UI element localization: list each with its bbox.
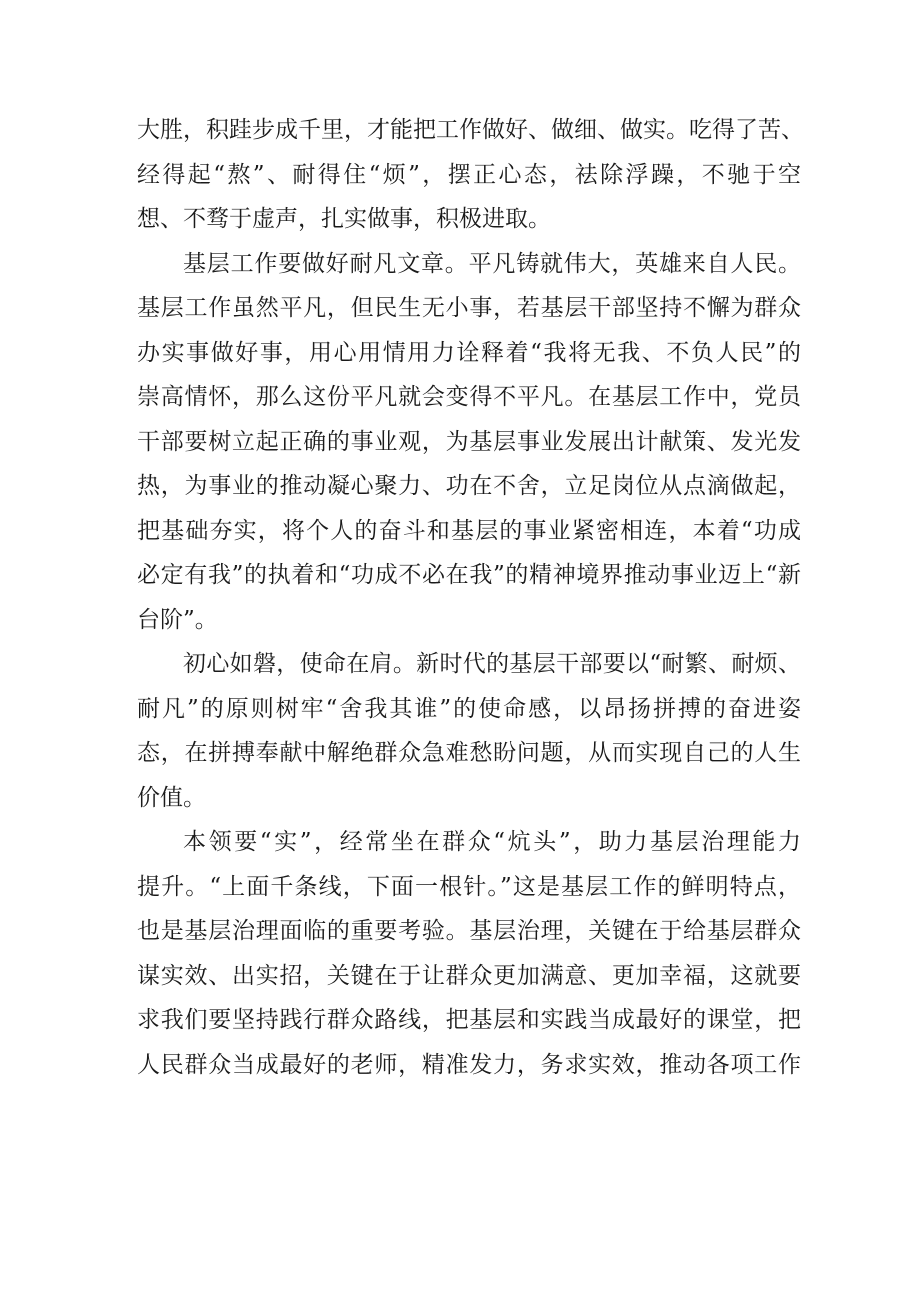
text-line: 大胜，积跬步成千里，才能把工作做好、做细、做实。吃得了苦、 xyxy=(137,117,804,143)
paragraph-2 xyxy=(137,242,801,643)
text-line: 谋实效、出实招，关键在于让群众更加满意、更加幸福，这就要 xyxy=(137,962,801,989)
text-line: 办实事做好事，用心用情用力诠释着“我将无我、不负人民”的 xyxy=(137,339,801,366)
document-body xyxy=(137,108,804,1087)
paragraph-3 xyxy=(137,642,801,820)
text-line: 价值。 xyxy=(137,784,206,811)
text-line: 本领要“实”，经常坐在群众“炕头”，助力基层治理能力 xyxy=(183,829,801,855)
text-line: 基层工作要做好耐凡文章。平凡铸就伟大，英雄来自人民。 xyxy=(183,250,801,277)
text-line: 想、不骛于虚声，扎实做事，积极进取。 xyxy=(137,206,551,232)
paragraph-1 xyxy=(137,108,804,242)
text-line: 台阶”。 xyxy=(137,606,218,633)
text-line: 必定有我”的执着和“功成不必在我”的精神境界推动事业迈上“新 xyxy=(137,562,801,588)
paragraph-4 xyxy=(137,820,801,1087)
text-line: 初心如磐，使命在肩。新时代的基层干部要以“耐繁、耐烦、 xyxy=(183,651,801,677)
text-line: 耐凡”的原则树牢“舍我其谁”的使命感，以昂扬拼搏的奋进姿 xyxy=(137,695,801,722)
text-line: 求我们要坚持践行群众路线，把基层和实践当成最好的课堂，把 xyxy=(137,1007,801,1033)
text-line: 也是基层治理面临的重要考验。基层治理，关键在于给基层群众 xyxy=(137,918,801,944)
text-line: 热，为事业的推动凝心聚力、功在不舍，立足岗位从点滴做起， xyxy=(137,473,801,499)
text-line: 崇高情怀，那么这份平凡就会变得不平凡。在基层工作中，党员 xyxy=(137,384,801,410)
text-line: 经得起“熬”、耐得住“烦”，摆正心态，祛除浮躁，不驰于空 xyxy=(137,161,801,188)
text-line: 干部要树立起正确的事业观，为基层事业发展出计献策、发光发 xyxy=(137,428,801,455)
text-line: 基层工作虽然平凡，但民生无小事，若基层干部坚持不懈为群众 xyxy=(137,295,801,321)
text-line: 人民群众当成最好的老师，精准发力，务求实效，推动各项工作 xyxy=(137,1051,801,1078)
text-line: 把基础夯实，将个人的奋斗和基层的事业紧密相连，本着“功成 xyxy=(137,517,801,544)
text-line: 态，在拼搏奉献中解绝群众急难愁盼问题，从而实现自己的人生 xyxy=(137,740,801,766)
text-line: 提升。“上面千条线，下面一根针。”这是基层工作的鲜明特点， xyxy=(137,873,801,900)
